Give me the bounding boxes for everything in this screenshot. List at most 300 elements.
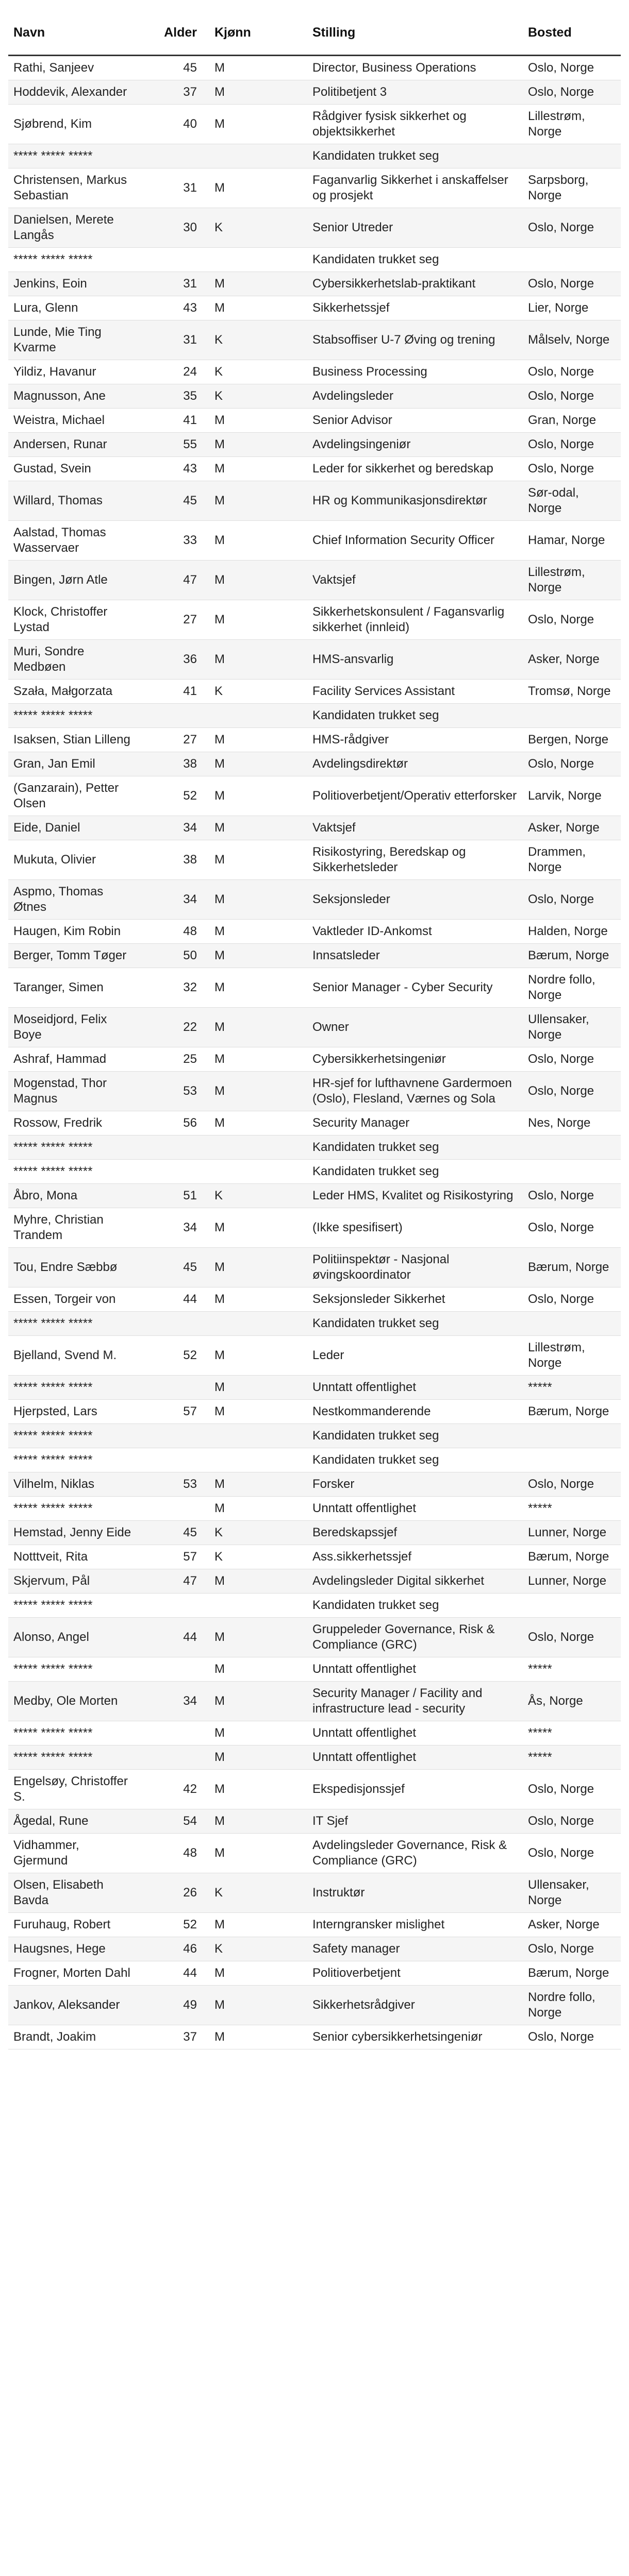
cell-position: Sikkerhetskonsulent / Fagansvarlig sikkerhet (innleid) [307, 600, 523, 640]
table-row [8, 1448, 621, 1472]
cell-name: Isaksen, Stian Lilleng [8, 728, 137, 752]
cell-location: Lier, Norge [523, 296, 621, 320]
cell-gender: K [209, 1873, 307, 1913]
table-row [8, 1937, 621, 1961]
cell-age: 35 [137, 384, 209, 409]
cell-age: 42 [137, 1770, 209, 1809]
cell-gender: M [209, 752, 307, 776]
cell-name: ***** ***** ***** [8, 704, 137, 728]
cell-position: Gruppeleder Governance, Risk & Compliance (GRC) [307, 1618, 523, 1657]
cell-location: Bærum, Norge [523, 944, 621, 968]
cell-age: 48 [137, 920, 209, 944]
cell-location: Oslo, Norge [523, 360, 621, 384]
table-row [8, 105, 621, 144]
cell-position: Interngransker mislighet [307, 1913, 523, 1937]
cell-position: Business Processing [307, 360, 523, 384]
cell-age: 30 [137, 208, 209, 248]
cell-location: Drammen, Norge [523, 840, 621, 880]
cell-position: Politiinspektør - Nasjonal øvingskoordinator [307, 1248, 523, 1287]
cell-gender: M [209, 56, 307, 80]
cell-name: Ågedal, Rune [8, 1809, 137, 1834]
table-row [8, 1376, 621, 1400]
cell-location: Oslo, Norge [523, 1618, 621, 1657]
cell-age: 46 [137, 1937, 209, 1961]
cell-position: Vaktsjef [307, 816, 523, 840]
cell-position: Kandidaten trukket seg [307, 248, 523, 272]
cell-name: Mogenstad, Thor Magnus [8, 1072, 137, 1111]
cell-gender: K [209, 320, 307, 360]
cell-location: Hamar, Norge [523, 521, 621, 561]
cell-gender: M [209, 1569, 307, 1594]
cell-gender: M [209, 105, 307, 144]
cell-position: Kandidaten trukket seg [307, 1136, 523, 1160]
cell-location: Oslo, Norge [523, 208, 621, 248]
table-row [8, 1047, 621, 1072]
cell-age [137, 1497, 209, 1521]
column-header-alder[interactable]: Alder [137, 10, 209, 56]
cell-position: (Ikke spesifisert) [307, 1208, 523, 1248]
cell-position: Avdelingsdirektør [307, 752, 523, 776]
cell-location: Oslo, Norge [523, 1472, 621, 1497]
cell-position: Seksjonsleder [307, 880, 523, 920]
cell-name: Hemstad, Jenny Eide [8, 1521, 137, 1545]
cell-gender [209, 1424, 307, 1448]
cell-position: HR og Kommunikasjonsdirektør [307, 481, 523, 521]
cell-position: Beredskapssjef [307, 1521, 523, 1545]
cell-location: Bærum, Norge [523, 1248, 621, 1287]
cell-position: Leder HMS, Kvalitet og Risikostyring [307, 1184, 523, 1208]
cell-name: Moseidjord, Felix Boye [8, 1008, 137, 1047]
cell-name: Yildiz, Havanur [8, 360, 137, 384]
cell-gender: M [209, 880, 307, 920]
table-row [8, 640, 621, 680]
cell-name: Medby, Ole Morten [8, 1682, 137, 1721]
cell-gender: M [209, 1809, 307, 1834]
cell-name: Lunde, Mie Ting Kvarme [8, 320, 137, 360]
table-row [8, 600, 621, 640]
table-row [8, 561, 621, 600]
cell-age: 37 [137, 2025, 209, 2049]
table-row [8, 457, 621, 481]
cell-gender: M [209, 1472, 307, 1497]
table-row [8, 208, 621, 248]
table-row [8, 1248, 621, 1287]
cell-name: ***** ***** ***** [8, 1497, 137, 1521]
cell-age: 52 [137, 1336, 209, 1376]
cell-position: Chief Information Security Officer [307, 521, 523, 561]
table-row [8, 1657, 621, 1682]
cell-age: 34 [137, 880, 209, 920]
table-row [8, 1545, 621, 1569]
cell-position: Unntatt offentlighet [307, 1376, 523, 1400]
cell-position: Kandidaten trukket seg [307, 1448, 523, 1472]
cell-age: 45 [137, 1248, 209, 1287]
cell-position: HMS-ansvarlig [307, 640, 523, 680]
cell-location [523, 248, 621, 272]
table-row [8, 1208, 621, 1248]
cell-age: 26 [137, 1873, 209, 1913]
table-row [8, 1424, 621, 1448]
table-row [8, 433, 621, 457]
table-row [8, 168, 621, 208]
table-row [8, 320, 621, 360]
cell-position: Avdelingsleder [307, 384, 523, 409]
cell-position: Seksjonsleder Sikkerhet [307, 1287, 523, 1312]
cell-age [137, 248, 209, 272]
cell-age: 49 [137, 1986, 209, 2025]
cell-location: Bærum, Norge [523, 1545, 621, 1569]
cell-age: 31 [137, 320, 209, 360]
cell-age: 45 [137, 481, 209, 521]
table-row [8, 752, 621, 776]
cell-location: Oslo, Norge [523, 384, 621, 409]
cell-name: Myhre, Christian Trandem [8, 1208, 137, 1248]
table-row [8, 880, 621, 920]
cell-position: Innsatsleder [307, 944, 523, 968]
cell-name: Tou, Endre Sæbbø [8, 1248, 137, 1287]
cell-age: 50 [137, 944, 209, 968]
cell-location: Oslo, Norge [523, 457, 621, 481]
cell-position: Owner [307, 1008, 523, 1047]
cell-gender: M [209, 457, 307, 481]
cell-name: ***** ***** ***** [8, 1160, 137, 1184]
cell-name: ***** ***** ***** [8, 144, 137, 168]
cell-name: ***** ***** ***** [8, 1376, 137, 1400]
table-row [8, 1160, 621, 1184]
cell-age: 37 [137, 80, 209, 105]
cell-age: 53 [137, 1072, 209, 1111]
cell-gender [209, 1160, 307, 1184]
cell-name: ***** ***** ***** [8, 1721, 137, 1745]
table-row [8, 704, 621, 728]
cell-position: HMS-rådgiver [307, 728, 523, 752]
cell-age: 57 [137, 1400, 209, 1424]
table-row [8, 1336, 621, 1376]
cell-gender: M [209, 1721, 307, 1745]
column-header-bosted[interactable]: Bosted [523, 10, 621, 56]
cell-age: 24 [137, 360, 209, 384]
table-row [8, 1521, 621, 1545]
cell-gender: M [209, 640, 307, 680]
cell-age [137, 1312, 209, 1336]
cell-name: Gustad, Svein [8, 457, 137, 481]
cell-age: 51 [137, 1184, 209, 1208]
cell-position: IT Sjef [307, 1809, 523, 1834]
table-row [8, 944, 621, 968]
cell-location: ***** [523, 1376, 621, 1400]
cell-location [523, 1448, 621, 1472]
cell-age [137, 1721, 209, 1745]
cell-gender: M [209, 1287, 307, 1312]
table-row [8, 272, 621, 296]
cell-position: Senior cybersikkerhetsingeniør [307, 2025, 523, 2049]
cell-name: Danielsen, Merete Langås [8, 208, 137, 248]
cell-position: Senior Utreder [307, 208, 523, 248]
cell-age: 25 [137, 1047, 209, 1072]
cell-gender: M [209, 433, 307, 457]
cell-position: Politibetjent 3 [307, 80, 523, 105]
cell-age [137, 1376, 209, 1400]
cell-gender [209, 1312, 307, 1336]
cell-name: Gran, Jan Emil [8, 752, 137, 776]
cell-location: Oslo, Norge [523, 80, 621, 105]
cell-age: 27 [137, 728, 209, 752]
table-row [8, 1594, 621, 1618]
cell-name: Willard, Thomas [8, 481, 137, 521]
column-header-navn[interactable]: Navn [8, 10, 137, 56]
cell-location: Lillestrøm, Norge [523, 561, 621, 600]
table-row [8, 1312, 621, 1336]
table-row [8, 1721, 621, 1745]
cell-gender: M [209, 1618, 307, 1657]
cell-gender: M [209, 1047, 307, 1072]
cell-position: Vaktsjef [307, 561, 523, 600]
cell-age [137, 1448, 209, 1472]
table-row [8, 920, 621, 944]
column-header-kjonn[interactable]: Kjønn [209, 10, 307, 56]
cell-age: 33 [137, 521, 209, 561]
cell-location: Oslo, Norge [523, 1208, 621, 1248]
cell-position: Forsker [307, 1472, 523, 1497]
table-row [8, 481, 621, 521]
cell-location: Oslo, Norge [523, 752, 621, 776]
table-row [8, 1287, 621, 1312]
cell-name: Essen, Torgeir von [8, 1287, 137, 1312]
cell-age: 45 [137, 56, 209, 80]
cell-name: Magnusson, Ane [8, 384, 137, 409]
cell-name: Åbro, Mona [8, 1184, 137, 1208]
table-body [8, 56, 621, 2049]
cell-age: 38 [137, 752, 209, 776]
cell-location: ***** [523, 1745, 621, 1770]
cell-name: Lura, Glenn [8, 296, 137, 320]
cell-location: Oslo, Norge [523, 1834, 621, 1873]
cell-location [523, 1424, 621, 1448]
cell-position: Safety manager [307, 1937, 523, 1961]
cell-name: Frogner, Morten Dahl [8, 1961, 137, 1986]
table-row [8, 56, 621, 80]
cell-name: Notttveit, Rita [8, 1545, 137, 1569]
cell-name: ***** ***** ***** [8, 1424, 137, 1448]
cell-gender: M [209, 1657, 307, 1682]
cell-position: Ekspedisjonssjef [307, 1770, 523, 1809]
cell-name: Engelsøy, Christoffer S. [8, 1770, 137, 1809]
cell-location [523, 1312, 621, 1336]
cell-gender: M [209, 2025, 307, 2049]
cell-name: (Ganzarain), Petter Olsen [8, 776, 137, 816]
cell-position: Security Manager / Facility and infrastructure lead - security [307, 1682, 523, 1721]
cell-name: Eide, Daniel [8, 816, 137, 840]
cell-gender: M [209, 840, 307, 880]
cell-name: Mukuta, Olivier [8, 840, 137, 880]
cell-location: Oslo, Norge [523, 1937, 621, 1961]
cell-gender: M [209, 1336, 307, 1376]
cell-name: ***** ***** ***** [8, 1448, 137, 1472]
cell-location [523, 144, 621, 168]
cell-location [523, 1160, 621, 1184]
cell-gender: M [209, 920, 307, 944]
cell-age: 41 [137, 680, 209, 704]
cell-name: Szała, Małgorzata [8, 680, 137, 704]
cell-name: Vidhammer, Gjermund [8, 1834, 137, 1873]
cell-age: 31 [137, 272, 209, 296]
cell-name: Furuhaug, Robert [8, 1913, 137, 1937]
cell-age: 34 [137, 816, 209, 840]
table-row [8, 521, 621, 561]
cell-location: Oslo, Norge [523, 2025, 621, 2049]
cell-position: Unntatt offentlighet [307, 1721, 523, 1745]
cell-name: Rossow, Fredrik [8, 1111, 137, 1136]
cell-location: Lillestrøm, Norge [523, 1336, 621, 1376]
cell-gender: K [209, 1937, 307, 1961]
cell-gender: M [209, 968, 307, 1008]
cell-position: Senior Advisor [307, 409, 523, 433]
cell-position: Kandidaten trukket seg [307, 144, 523, 168]
table-row [8, 296, 621, 320]
table-row [8, 728, 621, 752]
cell-gender: M [209, 1497, 307, 1521]
cell-age: 32 [137, 968, 209, 1008]
cell-name: Skjervum, Pål [8, 1569, 137, 1594]
cell-gender: M [209, 1111, 307, 1136]
cell-position: Senior Manager - Cyber Security [307, 968, 523, 1008]
cell-age: 47 [137, 561, 209, 600]
table-row [8, 1111, 621, 1136]
table-row [8, 1618, 621, 1657]
table-row [8, 384, 621, 409]
cell-location: Nes, Norge [523, 1111, 621, 1136]
cell-gender [209, 704, 307, 728]
cell-position: Cybersikkerhetsingeniør [307, 1047, 523, 1072]
cell-location: Oslo, Norge [523, 880, 621, 920]
cell-location: Oslo, Norge [523, 1809, 621, 1834]
table-row [8, 1745, 621, 1770]
table-row [8, 2025, 621, 2049]
applicant-table [8, 10, 621, 2049]
cell-location: Oslo, Norge [523, 1287, 621, 1312]
cell-location: Nordre follo, Norge [523, 1986, 621, 2025]
column-header-stilling[interactable]: Stilling [307, 10, 523, 56]
cell-name: Ashraf, Hammad [8, 1047, 137, 1072]
cell-age [137, 144, 209, 168]
table-row [8, 1072, 621, 1111]
cell-age: 41 [137, 409, 209, 433]
cell-gender [209, 248, 307, 272]
table-row [8, 80, 621, 105]
cell-name: Alonso, Angel [8, 1618, 137, 1657]
cell-location: ***** [523, 1721, 621, 1745]
table-row [8, 144, 621, 168]
cell-location: Lillestrøm, Norge [523, 105, 621, 144]
cell-name: Hoddevik, Alexander [8, 80, 137, 105]
cell-position: Leder for sikkerhet og beredskap [307, 457, 523, 481]
cell-gender: M [209, 1770, 307, 1809]
cell-name: Haugen, Kim Robin [8, 920, 137, 944]
cell-age [137, 704, 209, 728]
cell-age: 43 [137, 457, 209, 481]
cell-age: 34 [137, 1682, 209, 1721]
cell-age: 22 [137, 1008, 209, 1047]
cell-age: 44 [137, 1961, 209, 1986]
cell-position: Avdelingsleder Digital sikkerhet [307, 1569, 523, 1594]
cell-position: Unntatt offentlighet [307, 1745, 523, 1770]
cell-location: Bærum, Norge [523, 1400, 621, 1424]
cell-gender: M [209, 776, 307, 816]
cell-position: Director, Business Operations [307, 56, 523, 80]
cell-name: Sjøbrend, Kim [8, 105, 137, 144]
cell-position: Security Manager [307, 1111, 523, 1136]
table-row [8, 1913, 621, 1937]
cell-age: 36 [137, 640, 209, 680]
cell-age [137, 1657, 209, 1682]
cell-location: Larvik, Norge [523, 776, 621, 816]
cell-location: Bærum, Norge [523, 1961, 621, 1986]
cell-gender [209, 1136, 307, 1160]
table-row [8, 816, 621, 840]
cell-position: Kandidaten trukket seg [307, 704, 523, 728]
cell-gender: K [209, 384, 307, 409]
cell-location: Asker, Norge [523, 1913, 621, 1937]
cell-gender: M [209, 1376, 307, 1400]
table-row [8, 1472, 621, 1497]
cell-age: 56 [137, 1111, 209, 1136]
cell-position: Sikkerhetssjef [307, 296, 523, 320]
cell-name: Vilhelm, Niklas [8, 1472, 137, 1497]
cell-gender: M [209, 1961, 307, 1986]
cell-age: 45 [137, 1521, 209, 1545]
cell-age: 27 [137, 600, 209, 640]
cell-position: Ass.sikkerhetssjef [307, 1545, 523, 1569]
cell-location: Sør-odal, Norge [523, 481, 621, 521]
cell-position: Cybersikkerhetslab-praktikant [307, 272, 523, 296]
cell-name: Brandt, Joakim [8, 2025, 137, 2049]
cell-age: 55 [137, 433, 209, 457]
table-row [8, 1008, 621, 1047]
cell-gender: M [209, 1008, 307, 1047]
cell-gender: K [209, 680, 307, 704]
cell-gender: M [209, 1745, 307, 1770]
cell-position: Unntatt offentlighet [307, 1497, 523, 1521]
cell-location [523, 1136, 621, 1160]
cell-position: Avdelingsleder Governance, Risk & Compliance (GRC) [307, 1834, 523, 1873]
table-row [8, 1873, 621, 1913]
cell-gender: M [209, 521, 307, 561]
cell-position: Kandidaten trukket seg [307, 1424, 523, 1448]
cell-age [137, 1424, 209, 1448]
cell-gender: K [209, 208, 307, 248]
cell-gender: M [209, 1913, 307, 1937]
cell-location [523, 1594, 621, 1618]
cell-position: Instruktør [307, 1873, 523, 1913]
cell-location: Gran, Norge [523, 409, 621, 433]
cell-position: Kandidaten trukket seg [307, 1312, 523, 1336]
cell-gender: M [209, 1682, 307, 1721]
cell-name: Muri, Sondre Medbøen [8, 640, 137, 680]
table-row [8, 680, 621, 704]
cell-gender: M [209, 944, 307, 968]
cell-age: 44 [137, 1287, 209, 1312]
cell-name: Berger, Tomm Tøger [8, 944, 137, 968]
cell-age [137, 1136, 209, 1160]
cell-location [523, 704, 621, 728]
cell-name: ***** ***** ***** [8, 1745, 137, 1770]
cell-gender [209, 1594, 307, 1618]
cell-location: Oslo, Norge [523, 1047, 621, 1072]
cell-gender: K [209, 1545, 307, 1569]
cell-gender: M [209, 481, 307, 521]
cell-age [137, 1745, 209, 1770]
cell-position: Risikostyring, Beredskap og Sikkerhetsleder [307, 840, 523, 880]
